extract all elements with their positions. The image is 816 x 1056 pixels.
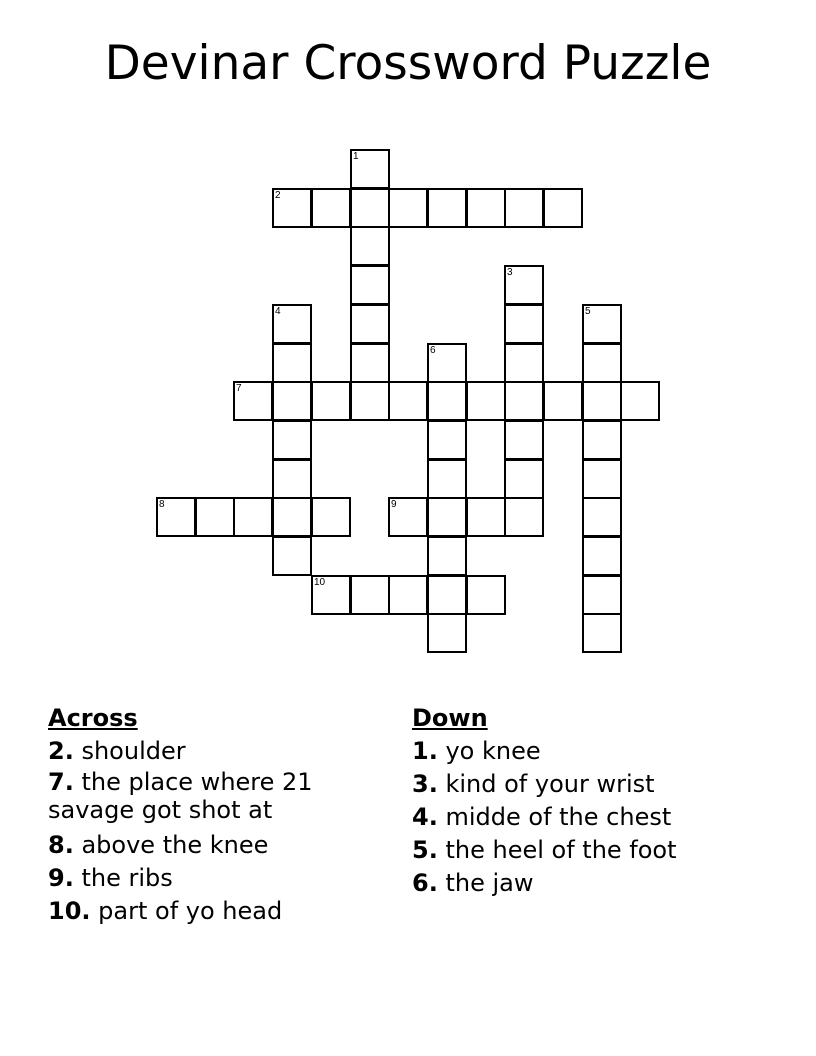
grid-cell[interactable]: [582, 575, 622, 615]
grid-cell[interactable]: [311, 575, 351, 615]
grid-cell[interactable]: [233, 381, 273, 421]
grid-cell[interactable]: [427, 536, 467, 576]
grid-cell[interactable]: [350, 265, 390, 305]
down-clues: [412, 702, 772, 900]
grid-cell[interactable]: [388, 381, 428, 421]
across-heading: Across: [48, 704, 138, 732]
grid-cell[interactable]: [388, 497, 428, 537]
across-clues: [48, 702, 378, 928]
grid-cell[interactable]: [504, 420, 544, 460]
grid-cell[interactable]: [582, 343, 622, 383]
grid-cell[interactable]: [582, 381, 622, 421]
grid-cell[interactable]: [582, 420, 622, 460]
grid-cell[interactable]: [427, 420, 467, 460]
grid-cell[interactable]: [582, 536, 622, 576]
grid-cell[interactable]: [427, 497, 467, 537]
grid-cell[interactable]: [272, 497, 312, 537]
across-clue: 2. shoulder: [48, 737, 186, 765]
grid-cell[interactable]: [582, 304, 622, 344]
grid-cell[interactable]: [427, 575, 467, 615]
grid-cell[interactable]: [350, 575, 390, 615]
grid-cell[interactable]: [350, 149, 390, 189]
grid-cell[interactable]: [582, 613, 622, 653]
grid-cell[interactable]: [350, 304, 390, 344]
down-clue: 5. the heel of the foot: [412, 836, 677, 864]
grid-cell[interactable]: [427, 343, 467, 383]
grid-cell[interactable]: [504, 381, 544, 421]
cell-number: 9: [391, 499, 397, 510]
page-title: Devinar Crossword Puzzle: [104, 36, 712, 91]
grid-cell[interactable]: [350, 188, 390, 228]
grid-cell[interactable]: [582, 459, 622, 499]
grid-cell[interactable]: [272, 420, 312, 460]
cell-number: 2: [275, 190, 281, 201]
grid-cell[interactable]: [388, 188, 428, 228]
grid-cell[interactable]: [350, 226, 390, 266]
grid-cell[interactable]: [311, 381, 351, 421]
across-clue: 8. above the knee: [48, 831, 269, 859]
grid-cell[interactable]: [388, 575, 428, 615]
cell-number: 5: [585, 306, 591, 317]
down-clue: 3. kind of your wrist: [412, 770, 655, 798]
cell-number: 10: [314, 577, 326, 588]
grid-cell[interactable]: [311, 497, 351, 537]
across-clue: 9. the ribs: [48, 864, 173, 892]
down-clue: 4. midde of the chest: [412, 803, 672, 831]
grid-cell[interactable]: [582, 497, 622, 537]
down-heading: Down: [412, 704, 488, 732]
cell-number: 7: [236, 383, 242, 394]
grid-cell[interactable]: [350, 381, 390, 421]
grid-cell[interactable]: [272, 304, 312, 344]
grid-cell[interactable]: [233, 497, 273, 537]
across-clue: 7. the place where 21 savage got shot at: [48, 768, 313, 824]
grid-cell[interactable]: [350, 343, 390, 383]
cell-number: 4: [275, 306, 281, 317]
grid-cell[interactable]: [466, 381, 506, 421]
grid-cell[interactable]: [427, 381, 467, 421]
cell-number: 6: [430, 345, 436, 356]
grid-cell[interactable]: [504, 343, 544, 383]
grid-cell[interactable]: [504, 304, 544, 344]
cell-number: 1: [353, 151, 359, 162]
grid-cell[interactable]: [272, 188, 312, 228]
grid-cell[interactable]: [272, 381, 312, 421]
grid-cell[interactable]: [311, 188, 351, 228]
grid-cell[interactable]: [427, 459, 467, 499]
grid-cell[interactable]: [272, 343, 312, 383]
grid-cell[interactable]: [272, 459, 312, 499]
grid-cell[interactable]: [620, 381, 660, 421]
grid-cell[interactable]: [543, 188, 583, 228]
grid-cell[interactable]: [504, 265, 544, 305]
grid-cell[interactable]: [427, 613, 467, 653]
cell-number: 3: [507, 267, 513, 278]
grid-cell[interactable]: [504, 188, 544, 228]
across-clue: 10. part of yo head: [48, 897, 283, 925]
grid-cell[interactable]: [156, 497, 196, 537]
down-clue: 1. yo knee: [412, 737, 541, 765]
grid-cell[interactable]: [272, 536, 312, 576]
grid-cell[interactable]: [504, 497, 544, 537]
cell-number: 8: [159, 499, 165, 510]
grid-cell[interactable]: [466, 188, 506, 228]
grid-cell[interactable]: [195, 497, 235, 537]
grid-cell[interactable]: [427, 188, 467, 228]
grid-cell[interactable]: [466, 575, 506, 615]
grid-cell[interactable]: [543, 381, 583, 421]
down-clue: 6. the jaw: [412, 869, 534, 897]
grid-cell[interactable]: [466, 497, 506, 537]
grid-cell[interactable]: [504, 459, 544, 499]
